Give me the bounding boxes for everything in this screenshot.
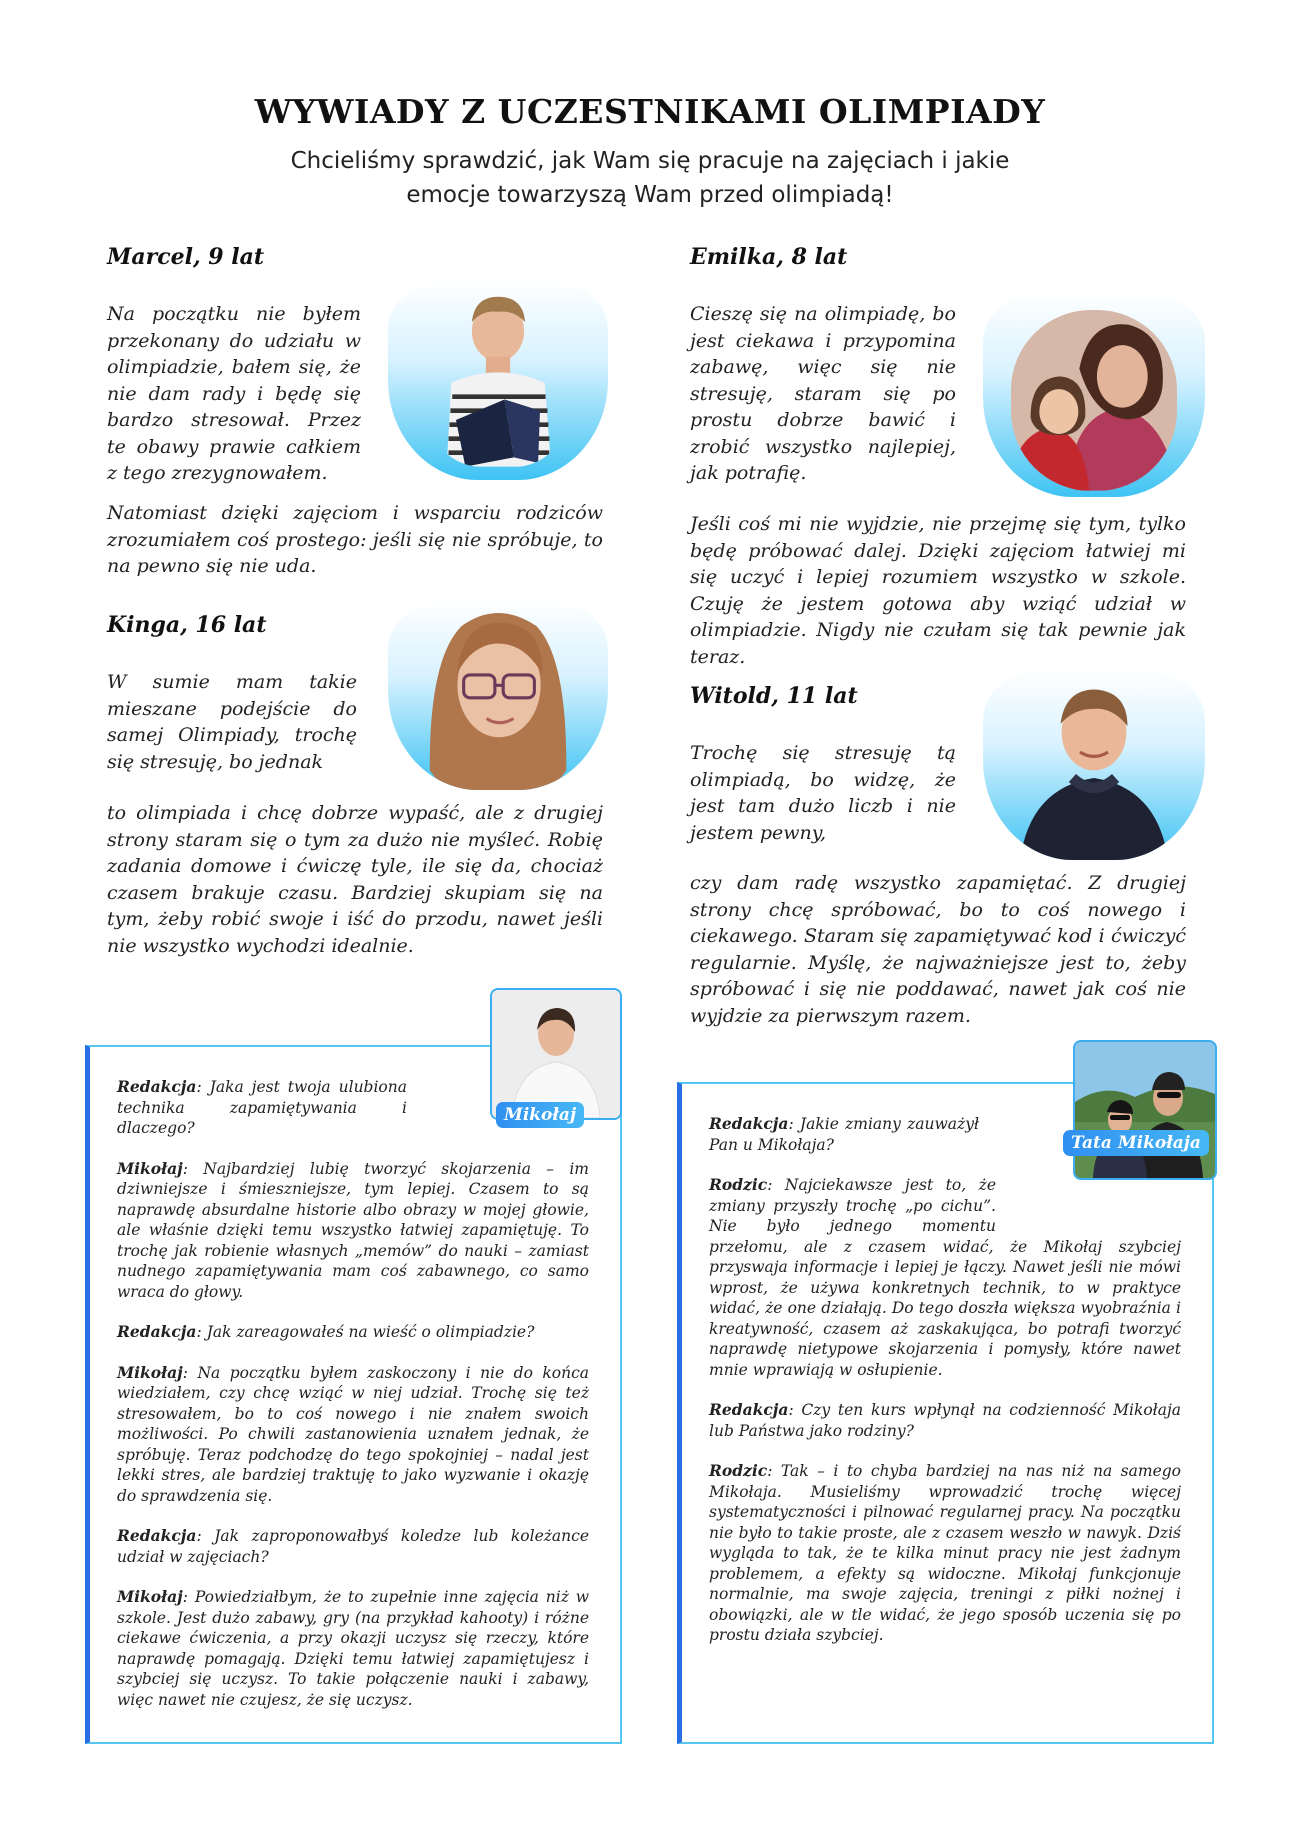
qa-item: Rodzic: Tak – i to chyba bardziej na nas niż na samego Mikołaja. Musieliśmy wprowadzić trochę więcej systematyczności i pilnować regularnej pracy. Na początku nie było to takie proste, ale z czasem weszło w nawyk. Dziś wygląda to tak, że te kilka minut pracy nie jest żadnym problemem, a efekty są widoczne. Mikołaj funkcjonuje normalnie, ma swoje zajęcia, treningi z piłki nożnej i obowiązki, ale w tle widać, że jego sposób uczenia się po prostu działa szybciej.: [709, 1461, 1181, 1644]
interview-name-marcel: Marcel, 9 lat: [107, 244, 265, 270]
qa-item: Redakcja: Jaka jest twoja ulubiona technika zapamiętywania i dlaczego?: [117, 1077, 407, 1137]
photo-witold: [983, 670, 1205, 860]
photo-emilka: [983, 292, 1205, 497]
photo-kinga: [388, 600, 608, 790]
interview-text-kinga-1: W sumie mam takie mieszane podejście do samej Olimpiady, trochę się stresuję, bo jednak: [107, 671, 357, 773]
tag-tata-mikolaja: Tata Mikołaja: [1063, 1130, 1209, 1156]
interview-text-marcel-1: Na początku nie byłem przekonany do udziału w olimpiadzie, bałem się, że nie dam rady i będę się bardzo stresował. Przez te obawy prawie całkiem z tego zrezygnowałem.: [107, 303, 361, 484]
portrait-witold-icon: [1013, 670, 1175, 860]
qa-list-tata: [709, 1114, 1181, 1666]
page-subtitle: Chcieliśmy sprawdzić, jak Wam się pracuje na zajęciach i jakie emocje towarzyszą Wam przed olimpiadą!: [290, 148, 1010, 208]
portrait-mikolaj-icon: [492, 990, 620, 1118]
interview-text-witold-2: czy dam radę wszystko zapamiętać. Z drugiej strony chcę spróbować, bo to coś nowego i ciekawego. Staram się zapamiętywać kod i ćwiczyć regularnie. Myślę, że najważniejsze jest to, żeby spróbować i się nie poddawać, nawet jak coś nie wyjdzie za pierwszym razem.: [690, 872, 1186, 1027]
portrait-tata-mikolaja-icon: [1075, 1042, 1215, 1178]
portrait-emilka-icon: [1011, 310, 1177, 491]
interview-text-witold-1: Trochę się stresuję tą olimpiadą, bo widzę, że jest tam dużo liczb i nie jestem pewny,: [690, 742, 956, 844]
interview-text-emilka-1: Cieszę się na olimpiadę, bo jest ciekawa i przypomina zabawę, więc się nie stresuję, staram się po prostu dobrze bawić i zrobić wszystko najlepiej, jak potrafię.: [690, 303, 956, 484]
qa-item: Mikołaj: Powiedziałbym, że to zupełnie inne zajęcia niż w szkole. Jest dużo zabawy, gry (na przykład kahooty) i różne ciekawe ćwiczenia, a przy okazji uczysz się rzeczy, które naprawdę pomagają. Dzięki temu łatwiej zapamiętujesz i szybciej się uczysz. To takie połączenie nauki i zabawy, więc nawet nie czujesz, że się uczysz.: [117, 1587, 589, 1709]
portrait-marcel-icon: [428, 280, 568, 467]
interview-name-kinga: Kinga, 16 lat: [107, 612, 267, 638]
interview-box-mikolaj: [85, 1045, 622, 1744]
tag-mikolaj: Mikołaj: [496, 1102, 584, 1128]
qa-item: Redakcja: Jak zaproponowałbyś koledze lub koleżance udział w zajęciach?: [117, 1526, 589, 1566]
qa-item: Redakcja: Jak zareagowałeś na wieść o olimpiadzie?: [117, 1322, 535, 1341]
interview-name-emilka: Emilka, 8 lat: [690, 244, 848, 270]
qa-item: Mikołaj: Najbardziej lubię tworzyć skojarzenia – im dziwniejsze i śmieszniejsze, tym lepiej. Czasem to są naprawdę absurdalne historie albo obrazy w mojej głowie, ale właśnie dzięki temu wszystko łatwiej zapamiętuję. To trochę jak robienie własnych „memów” do nauki – zamiast nudnego zapamiętywania mam coś zabawnego, co samo wraca do głowy.: [117, 1158, 589, 1301]
qa-item: Mikołaj: Na początku byłem zaskoczony i nie do końca wiedziałem, czy chcę wziąć w niej udział. Trochę się też stresowałem, bo to coś nowego i nie znałem swoich możliwości. Po chwili zastanowienia uznałem jednak, że spróbuję. Teraz podchodzę do tego spokojniej – nadal jest lekki stres, ale bardziej traktuję to jako wyzwanie i okazję do sprawdzenia się.: [117, 1362, 589, 1505]
interview-text-marcel-2: Natomiast dzięki zajęciom i wsparciu rodziców zrozumiałem coś prostego: jeśli się nie spróbuje, to na pewno się nie uda.: [107, 502, 603, 577]
interview-text-kinga-2: to olimpiada i chcę dobrze wypaść, ale z drugiej strony staram się o tym za dużo nie myśleć. Robię zadania domowe i ćwiczę tyle, ile się da, chociaż czasem brakuje czasu. Bardziej skupiam się na tym, żeby robić swoje i iść do przodu, nawet jeśli nie wszystko wychodzi idealnie.: [107, 802, 603, 957]
photo-tata-mikolaja: [1073, 1040, 1217, 1180]
interview-box-tata-mikolaja: [677, 1082, 1214, 1744]
qa-list-mikolaj: [117, 1077, 589, 1730]
interview-text-emilka-2: Jeśli coś mi nie wyjdzie, nie przejmę się tym, tylko będę próbować dalej. Dzięki zajęciom łatwiej mi się uczyć i lepiej rozumiem wszystko w szkole. Czuję że jestem gotowa aby wziąć udział w olimpiadzie. Nigdy nie czułam się tak pewnie jak teraz.: [690, 513, 1186, 668]
portrait-kinga-icon: [420, 600, 576, 790]
qa-item: Redakcja: Czy ten kurs wpłynął na codzienność Mikołaja lub Państwa jako rodziny?: [709, 1400, 1181, 1440]
page-title: WYWIADY Z UCZESTNIKAMI OLIMPIADY: [254, 92, 1046, 131]
photo-mikolaj: [490, 988, 622, 1120]
qa-item: Rodzic: Najciekawsze jest to, że zmiany przyszły trochę „po cichu”. Nie było jednego momentu przełomu, ale z czasem widać, że Mikołaj szybciej przyswaja informacje i lepiej je łączy. Nawet jeśli nie mówi wprost, że używa konkretnych technik, to w praktyce widać, że one działają. Do tego doszła większa wyobraźnia i kreatywność, czasem aż zaskakująca, bo potrafi tworzyć naprawdę nietypowe skojarzenia i pomysły, które nawet mnie wprawiają w osłupienie.: [709, 1175, 1181, 1379]
photo-marcel: [388, 280, 608, 480]
qa-item: Redakcja: Jakie zmiany zauważył Pan u Mikołaja?: [709, 1114, 979, 1154]
interview-name-witold: Witold, 11 lat: [690, 683, 858, 709]
